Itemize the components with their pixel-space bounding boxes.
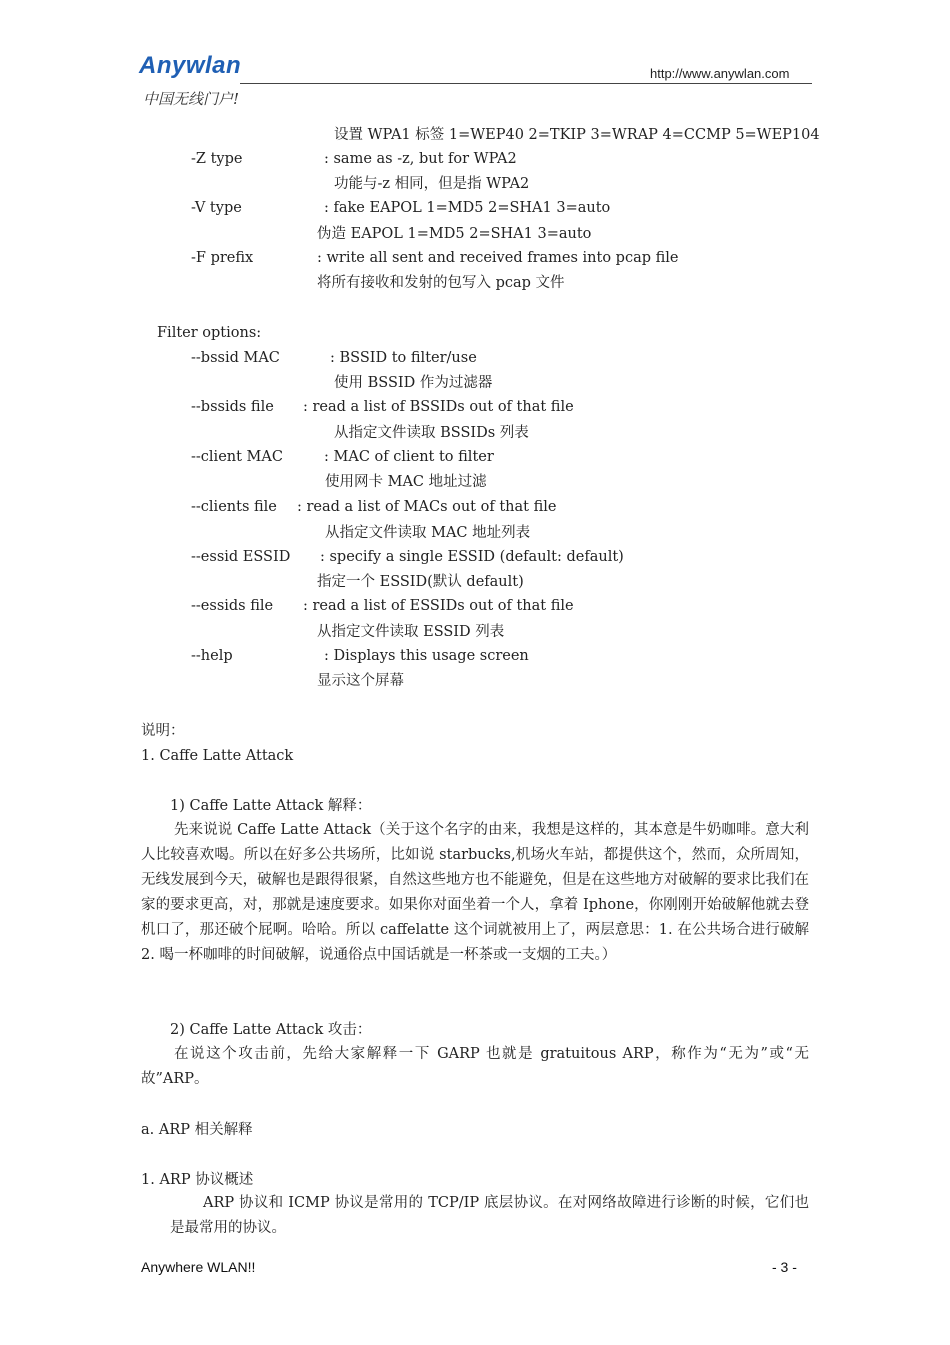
option-client-cn: 使用网卡 MAC 地址过滤 <box>325 474 487 490</box>
option-client-desc: : MAC of client to filter <box>324 449 494 465</box>
option-z-name: -Z type <box>191 151 243 167</box>
option-client-name: --client MAC <box>191 449 283 465</box>
header-tagline: 中国无线门户! <box>143 90 240 108</box>
option-help-cn: 显示这个屏幕 <box>317 673 404 689</box>
option-bssids-cn: 从指定文件读取 BSSIDs 列表 <box>334 425 529 441</box>
header-rule <box>240 83 812 84</box>
option-v-cn: 伪造 EAPOL 1=MD5 2=SHA1 3=auto <box>317 226 592 242</box>
option-essids-desc: : read a list of ESSIDs out of that file <box>303 598 574 614</box>
option-f-cn: 将所有接收和发射的包写入 pcap 文件 <box>317 275 565 291</box>
anywlan-logo: Anywlan <box>139 52 242 79</box>
footer-slogan: Anywhere WLAN!! <box>141 1259 256 1275</box>
paragraph-caffe-latte-explain: 先来说说 Caffe Latte Attack（关于这个名字的由来，我想是这样的，其本意是牛奶咖啡。意大利人比较喜欢喝。所以在好多公共场所，比如说 starbucks,机场火车站，都提供这个，然而，众所周知，无线发展到今天，破解也是跟得很紧，自然这些地方也不能避免，但是在这些地方对破解的要求比我们在家的要求更高，对，那就是速度要求。如果你对面坐着一个人，拿着 Iphone，你刚刚开始破解他就去登机口了，那还破个屁啊。哈哈。所以 caffelatte 这个词就被用上了，两层意思：1. 在公共场合进行破解 2. 喝一杯咖啡的时间破解，说通俗点中国话就是一杯茶或一支烟的工夫。） <box>141 822 809 963</box>
option-help-name: --help <box>191 648 233 664</box>
option-essid-desc: : specify a single ESSID (default: default) <box>320 549 624 565</box>
option-essids-name: --essids file <box>191 598 274 614</box>
option-clients-desc: : read a list of MACs out of that file <box>297 499 557 515</box>
option-clients-name: --clients file <box>191 499 277 515</box>
header-url[interactable]: http://www.anywlan.com <box>650 66 790 81</box>
paragraph-garp: 在说这个攻击前，先给大家解释一下 GARP 也就是 gratuitous ARP，称作为“无为”或“无故”ARP。 <box>141 1046 809 1087</box>
option-help-desc: : Displays this usage screen <box>324 648 529 664</box>
page-number: - 3 - <box>772 1259 797 1275</box>
note-heading: 说明： <box>141 723 185 739</box>
wpa1-tag-line: 设置 WPA1 标签 1=WEP40 2=TKIP 3=WRAP 4=CCMP 5=WEP104 <box>334 127 820 143</box>
option-essid-cn: 指定一个 ESSID(默认 default) <box>317 574 524 590</box>
section-1-heading: 1. Caffe Latte Attack <box>141 748 294 764</box>
option-bssids-name: --bssids file <box>191 399 274 415</box>
filter-options-heading: Filter options: <box>157 325 262 341</box>
option-bssid-name: --bssid MAC <box>191 350 280 366</box>
option-bssid-cn: 使用 BSSID 作为过滤器 <box>334 375 493 391</box>
option-essid-name: --essid ESSID <box>191 549 291 565</box>
option-f-name: -F prefix <box>191 250 254 266</box>
option-v-name: -V type <box>191 200 242 216</box>
subsection-1-heading: 1) Caffe Latte Attack 解释： <box>170 798 372 814</box>
option-v-desc: : fake EAPOL 1=MD5 2=SHA1 3=auto <box>324 200 611 216</box>
section-a-heading: a. ARP 相关解释 <box>141 1122 253 1138</box>
option-clients-cn: 从指定文件读取 MAC 地址列表 <box>325 525 531 541</box>
subsection-2-heading: 2) Caffe Latte Attack 攻击： <box>170 1022 372 1038</box>
option-z-desc: : same as -z, but for WPA2 <box>324 151 517 167</box>
option-essids-cn: 从指定文件读取 ESSID 列表 <box>317 624 505 640</box>
paragraph-arp-overview: ARP 协议和 ICMP 协议是常用的 TCP/IP 底层协议。在对网络故障进行诊断的时候，它们也是最常用的协议。 <box>170 1195 809 1236</box>
option-bssid-desc: : BSSID to filter/use <box>330 350 477 366</box>
arp-overview-heading: 1. ARP 协议概述 <box>141 1172 254 1188</box>
option-z-cn: 功能与-z 相同，但是指 WPA2 <box>334 176 530 192</box>
option-bssids-desc: : read a list of BSSIDs out of that file <box>303 399 574 415</box>
option-f-desc: : write all sent and received frames into pcap file <box>317 250 679 266</box>
